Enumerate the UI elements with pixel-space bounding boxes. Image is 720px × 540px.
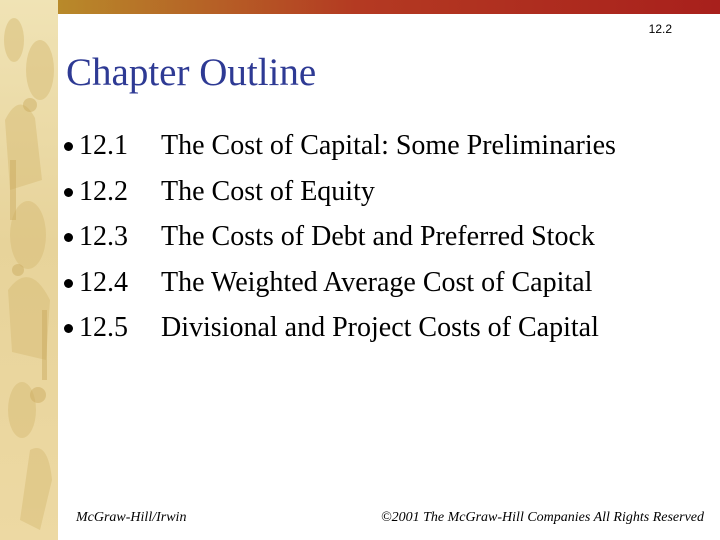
decorative-sidebar <box>0 0 58 540</box>
outline-item-number: 12.5 <box>79 312 128 343</box>
outline-item <box>64 176 616 222</box>
bullet-icon <box>64 188 73 197</box>
footer-copyright: ©2001 The McGraw-Hill Companies All Rights Reserved <box>380 510 704 525</box>
outline-item-number: 12.4 <box>79 266 128 298</box>
outline-item-text: The Cost of Capital: Some Preliminaries <box>161 130 616 161</box>
chapter-outline-list <box>64 130 616 358</box>
outline-item <box>64 267 616 313</box>
top-accent-bar <box>58 0 720 14</box>
outline-item <box>64 130 616 176</box>
outline-item-text: The Weighted Average Cost of Capital <box>161 266 593 298</box>
outline-item-number: 12.2 <box>79 175 128 207</box>
footer-publisher: McGraw-Hill/Irwin <box>76 510 187 525</box>
outline-item <box>64 221 616 267</box>
statue-figures-image <box>0 0 58 540</box>
outline-item-number: 12.3 <box>79 221 128 252</box>
outline-item-text: The Costs of Debt and Preferred Stock <box>161 221 595 252</box>
outline-item-text: Divisional and Project Costs of Capital <box>161 312 599 343</box>
page-title: Chapter Outline <box>66 51 317 94</box>
bullet-icon <box>64 142 73 151</box>
outline-item-text: The Cost of Equity <box>161 175 375 207</box>
outline-item <box>64 312 616 358</box>
slide-number: 12.2 <box>648 22 672 36</box>
bullet-icon <box>64 233 73 242</box>
bullet-icon <box>64 324 73 333</box>
bullet-icon <box>64 279 73 288</box>
outline-item-number: 12.1 <box>79 130 128 161</box>
